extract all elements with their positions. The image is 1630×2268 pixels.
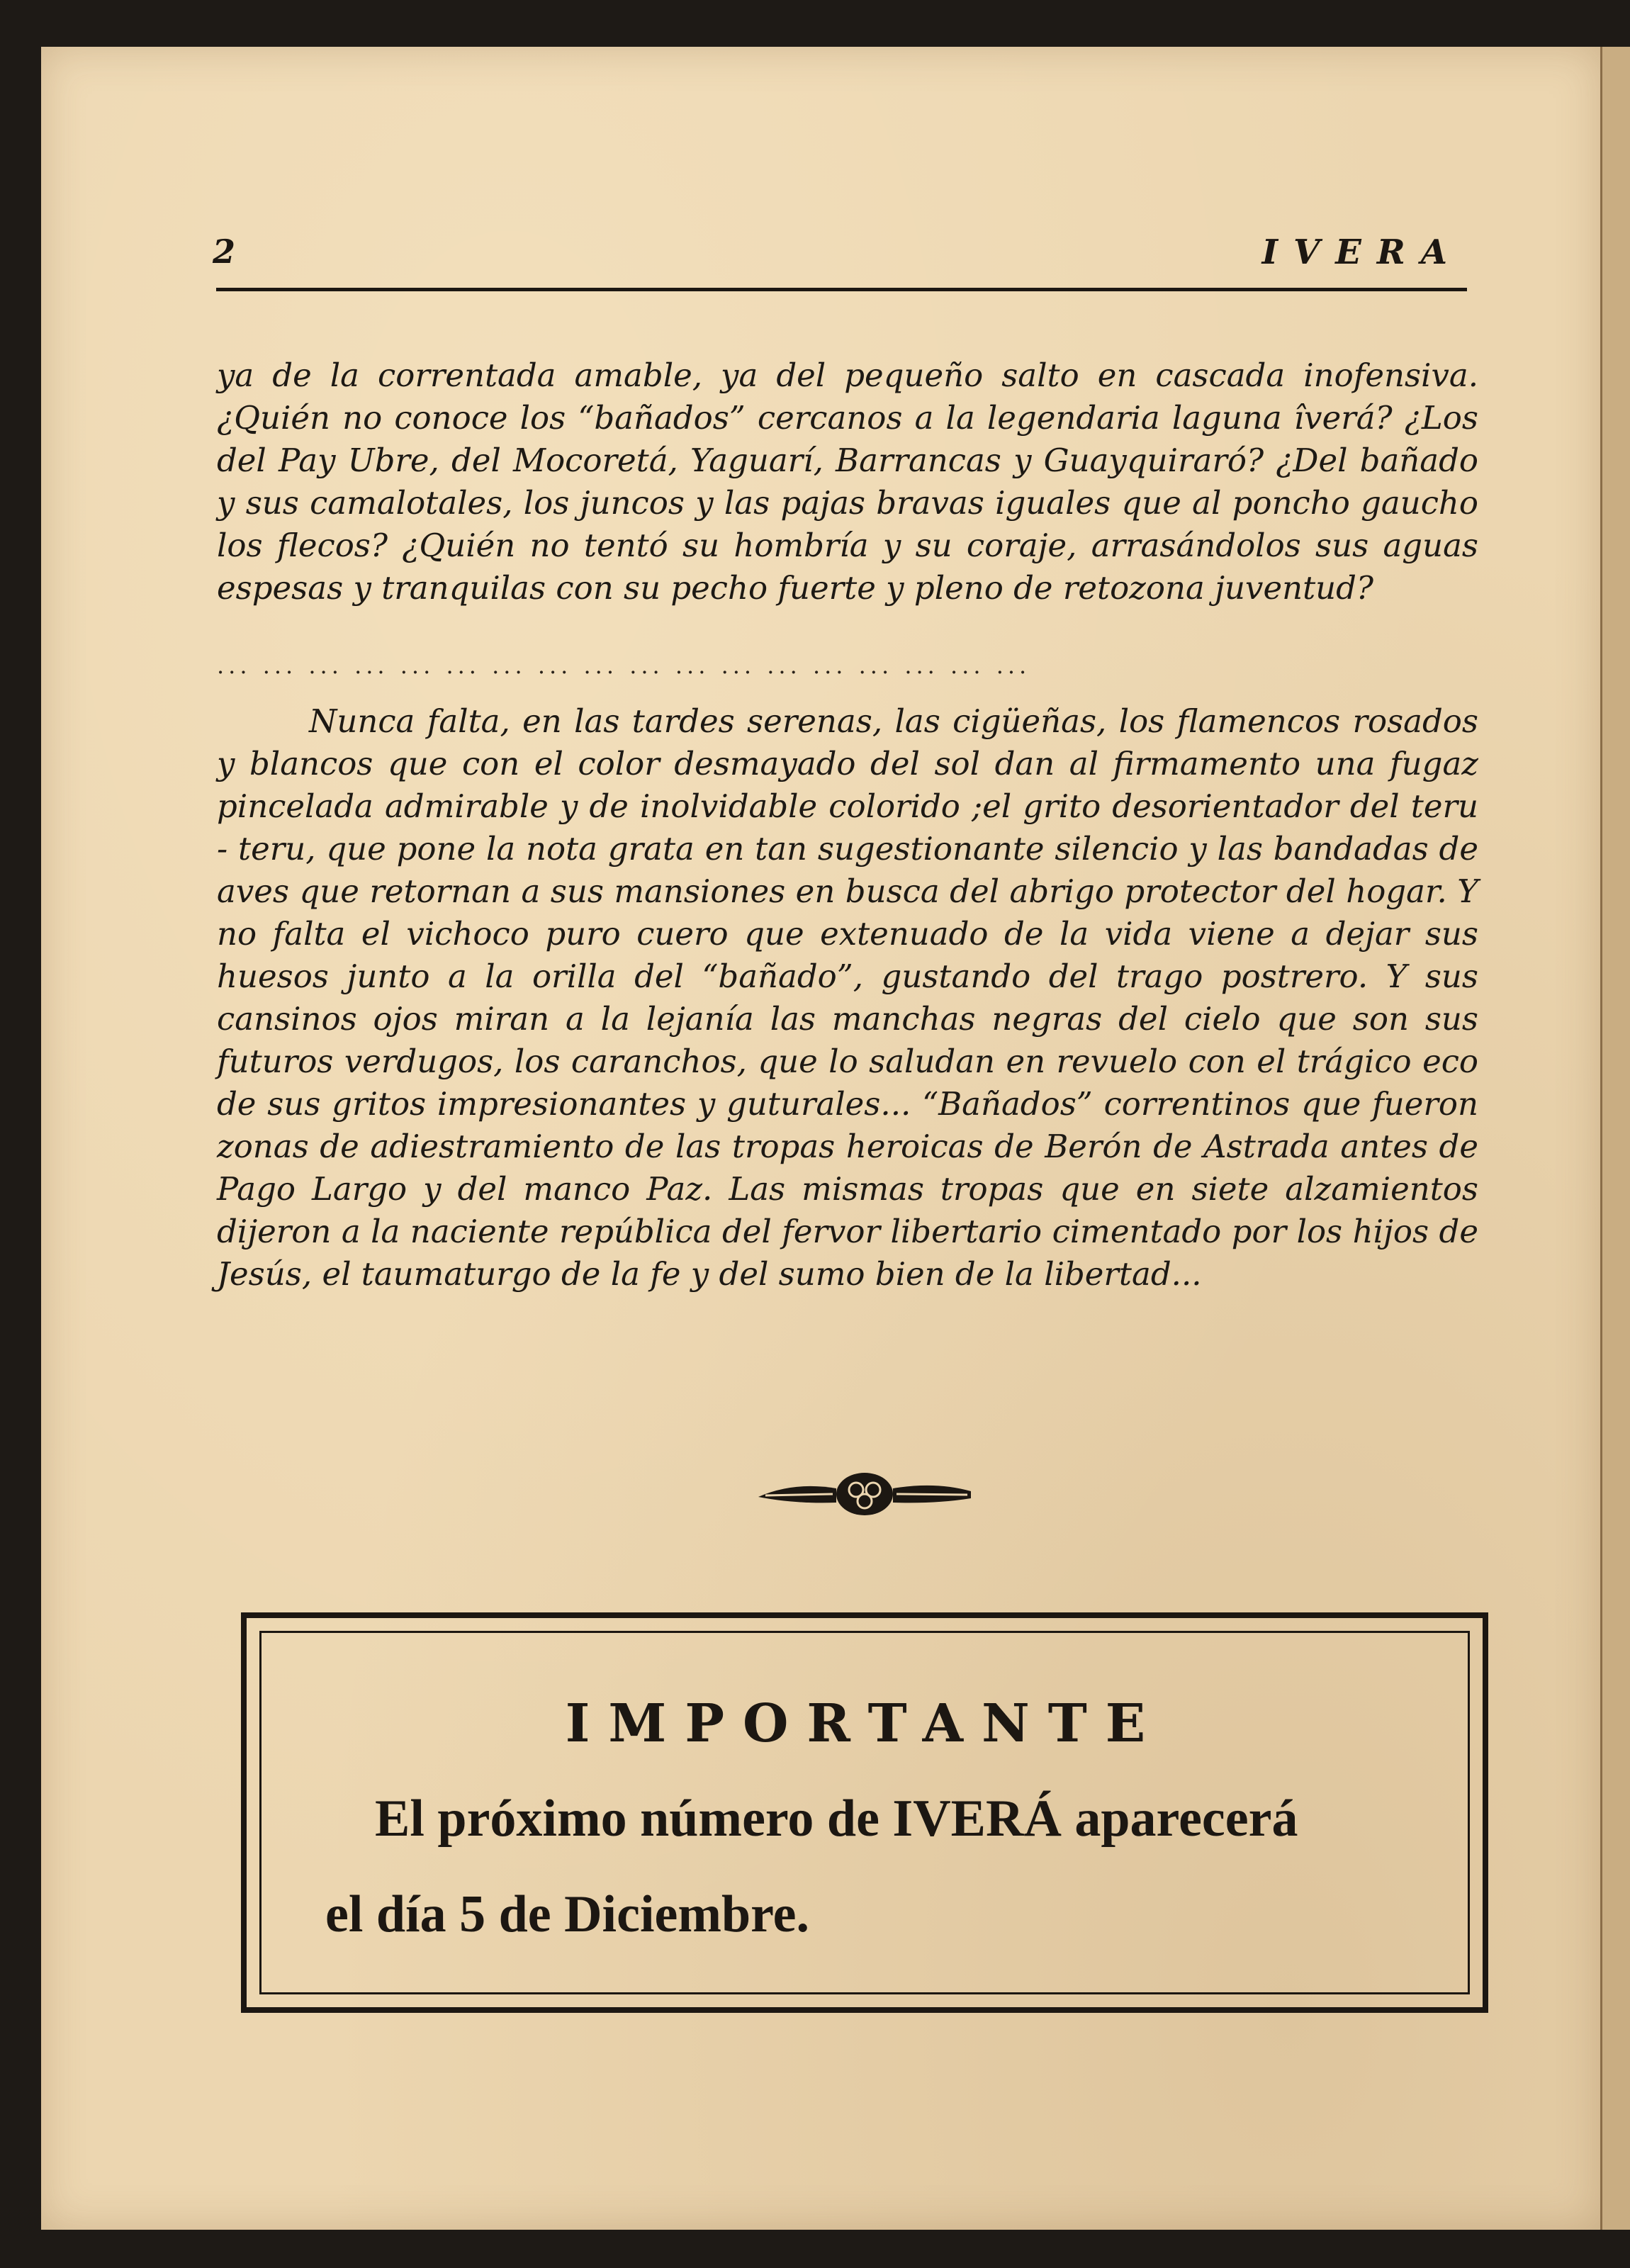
ornament-icon [751,1460,978,1524]
header-rule [216,288,1467,291]
notice-title: IMPORTANTE [565,1693,1164,1754]
page-number: 2 [213,232,236,271]
page-header [213,227,1467,272]
body-paragraph-2: Nunca falta, en las tardes serenas, las cigüeñas, los flamencos rosados y blancos que con el color desmayado del sol dan al firmamento una fugaz pincelada admirable y de inolvidable colorido ;el grito desorientador del teru - teru, que pone la nota grata en tan sugestionante silencio y las bandadas de aves que retornan a sus mansiones en busca del abrigo protector del hogar. Y no falta el vichoco puro cuero que extenuado de la vida viene a dejar sus huesos junto a la orilla del “bañado”, gustando del trago postrero. Y sus cansinos ojos miran a la lejanía las manchas negras del cielo que son sus futuros verdugos, los caranchos, que lo saludan en revuelo con el trágico eco de sus gritos impresionantes y guturales... “Bañados” correntinos que fueron zonas de adiestramiento de las tropas heroicas de Berón de Astrada antes de Pago Largo y del manco Paz. Las mismas tropas que en siete alzamientos dijeron a la naciente república del fervor libertario cimentado por los hijos de Jesús, el taumaturgo de la fe y del sumo bien de la libertad... [217,702,1478,1293]
running-title: IVERA [1261,232,1463,272]
adjacent-page-edge [1600,47,1630,2230]
notice-box [241,1612,1488,2013]
notice-inner-frame [259,1631,1470,1994]
body-paragraph-1: ya de la correntada amable, ya del pequeño salto en cascada inofensiva. ¿Quién no conoce los “bañados” cercanos a la legendaria laguna îverá? ¿Los del Pay Ubre, del Mocoretá, Yaguarí, Barrancas y Guayquiraró? ¿Del bañado y sus camalotales, los juncos y las pajas bravas iguales que al poncho gaucho los flecos? ¿Quién no tentó su hombría y su coraje, arrasándolos sus aguas espesas y tranquilas con su pecho fuerte y pleno de retozona juventud? [217,357,1478,607]
dotted-separator: ... ... ... ... ... ... ... ... ... ... ... ... ... ... ... ... ... ... [217,652,1031,679]
notice-text-line-2: el día 5 de Diciembre. [325,1885,810,1943]
notice-text-line-1: El próximo número de IVERÁ aparecerá [375,1790,1298,1848]
